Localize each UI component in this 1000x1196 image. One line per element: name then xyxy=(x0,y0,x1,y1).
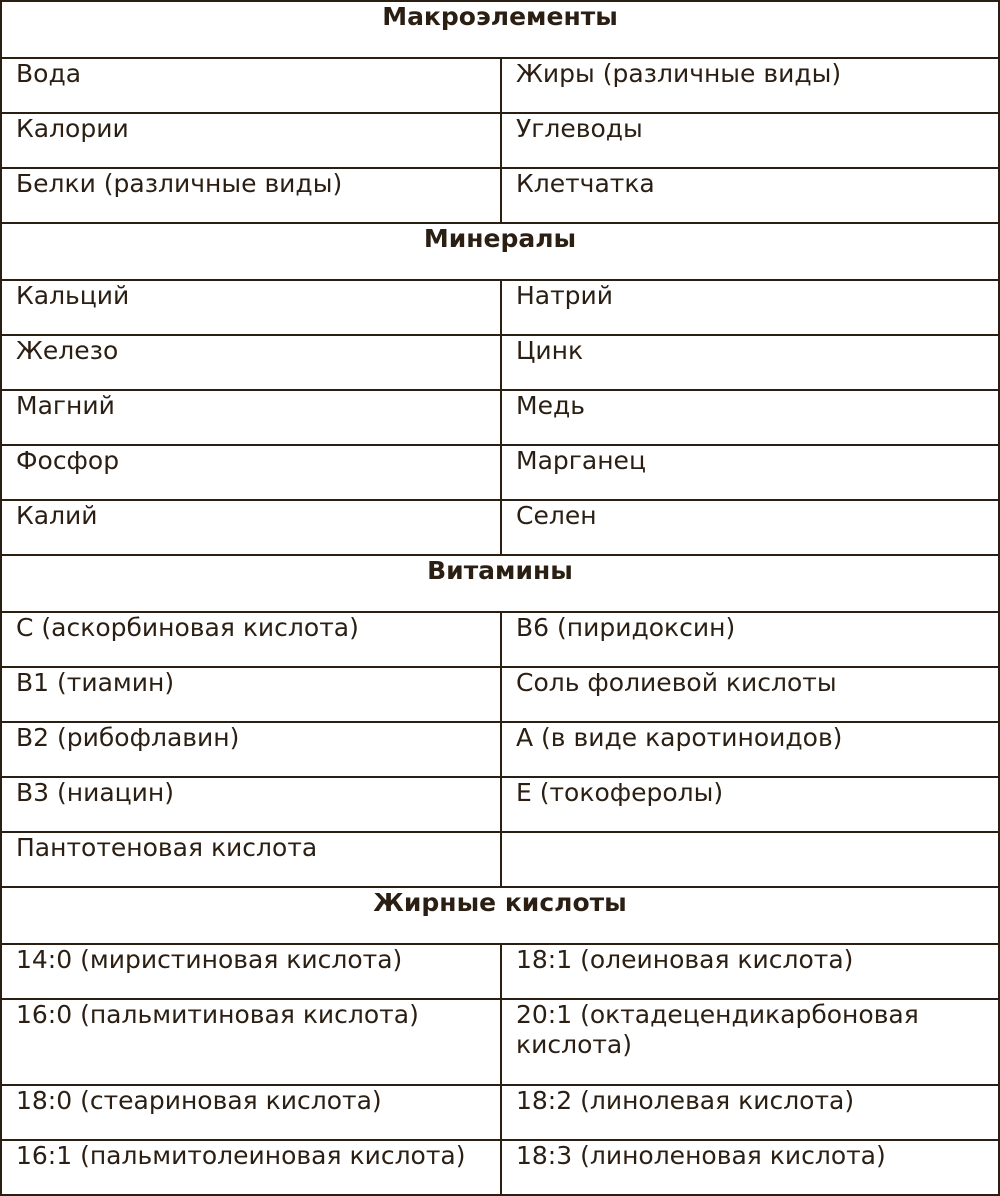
table-row xyxy=(1,168,999,223)
table-cell: Фосфор xyxy=(1,445,501,500)
section-title: Минералы xyxy=(1,223,999,280)
table-cell: Цинк xyxy=(501,335,999,390)
table-row xyxy=(1,1085,999,1140)
table-cell: Пантотеновая кислота xyxy=(1,832,501,887)
table-cell: Магний xyxy=(1,390,501,445)
table-row xyxy=(1,390,999,445)
table-row xyxy=(1,832,999,887)
table-cell: 16:0 (пальмитиновая кислота) xyxy=(1,999,501,1085)
table-cell: 18:1 (олеиновая кислота) xyxy=(501,944,999,999)
table-cell: Жиры (различные виды) xyxy=(501,58,999,113)
table-row xyxy=(1,777,999,832)
table-cell: B2 (рибофлавин) xyxy=(1,722,501,777)
table-cell: Клетчатка xyxy=(501,168,999,223)
table-cell: C (аскорбиновая кислота) xyxy=(1,612,501,667)
table-cell: Вода xyxy=(1,58,501,113)
table-row xyxy=(1,335,999,390)
section-title: Макроэлементы xyxy=(1,1,999,58)
table-row xyxy=(1,612,999,667)
table-row xyxy=(1,999,999,1085)
table-cell: 16:1 (пальмитолеиновая кислота) xyxy=(1,1140,501,1195)
table-cell: Калории xyxy=(1,113,501,168)
table-cell: B3 (ниацин) xyxy=(1,777,501,832)
table-row xyxy=(1,445,999,500)
table-cell: E (токоферолы) xyxy=(501,777,999,832)
table-cell: B6 (пиридоксин) xyxy=(501,612,999,667)
table-cell: Натрий xyxy=(501,280,999,335)
table-cell: Медь xyxy=(501,390,999,445)
table-cell: Углеводы xyxy=(501,113,999,168)
section-header-macronutrients xyxy=(1,1,999,58)
table-cell: Кальций xyxy=(1,280,501,335)
section-header-fatty-acids xyxy=(1,887,999,944)
table-cell: 14:0 (миристиновая кислота) xyxy=(1,944,501,999)
table-cell: Железо xyxy=(1,335,501,390)
table-cell: Белки (различные виды) xyxy=(1,168,501,223)
table-row xyxy=(1,1140,999,1195)
section-title: Жирные кислоты xyxy=(1,887,999,944)
table-cell: A (в виде каротиноидов) xyxy=(501,722,999,777)
table-row xyxy=(1,944,999,999)
table-cell: 20:1 (октадецендикарбоновая кислота) xyxy=(501,999,999,1085)
section-header-vitamins xyxy=(1,555,999,612)
table-cell: Калий xyxy=(1,500,501,555)
table-row xyxy=(1,280,999,335)
table-cell: Селен xyxy=(501,500,999,555)
table-row xyxy=(1,667,999,722)
table-row xyxy=(1,58,999,113)
table-row xyxy=(1,500,999,555)
section-header-minerals xyxy=(1,223,999,280)
table-cell-empty xyxy=(501,832,999,887)
section-title: Витамины xyxy=(1,555,999,612)
table-cell: Марганец xyxy=(501,445,999,500)
table-cell: 18:2 (линолевая кислота) xyxy=(501,1085,999,1140)
table-row xyxy=(1,113,999,168)
table-cell: 18:0 (стеариновая кислота) xyxy=(1,1085,501,1140)
table-cell: Соль фолиевой кислоты xyxy=(501,667,999,722)
table-row xyxy=(1,722,999,777)
table-cell: 18:3 (линоленовая кислота) xyxy=(501,1140,999,1195)
table-cell: B1 (тиамин) xyxy=(1,667,501,722)
